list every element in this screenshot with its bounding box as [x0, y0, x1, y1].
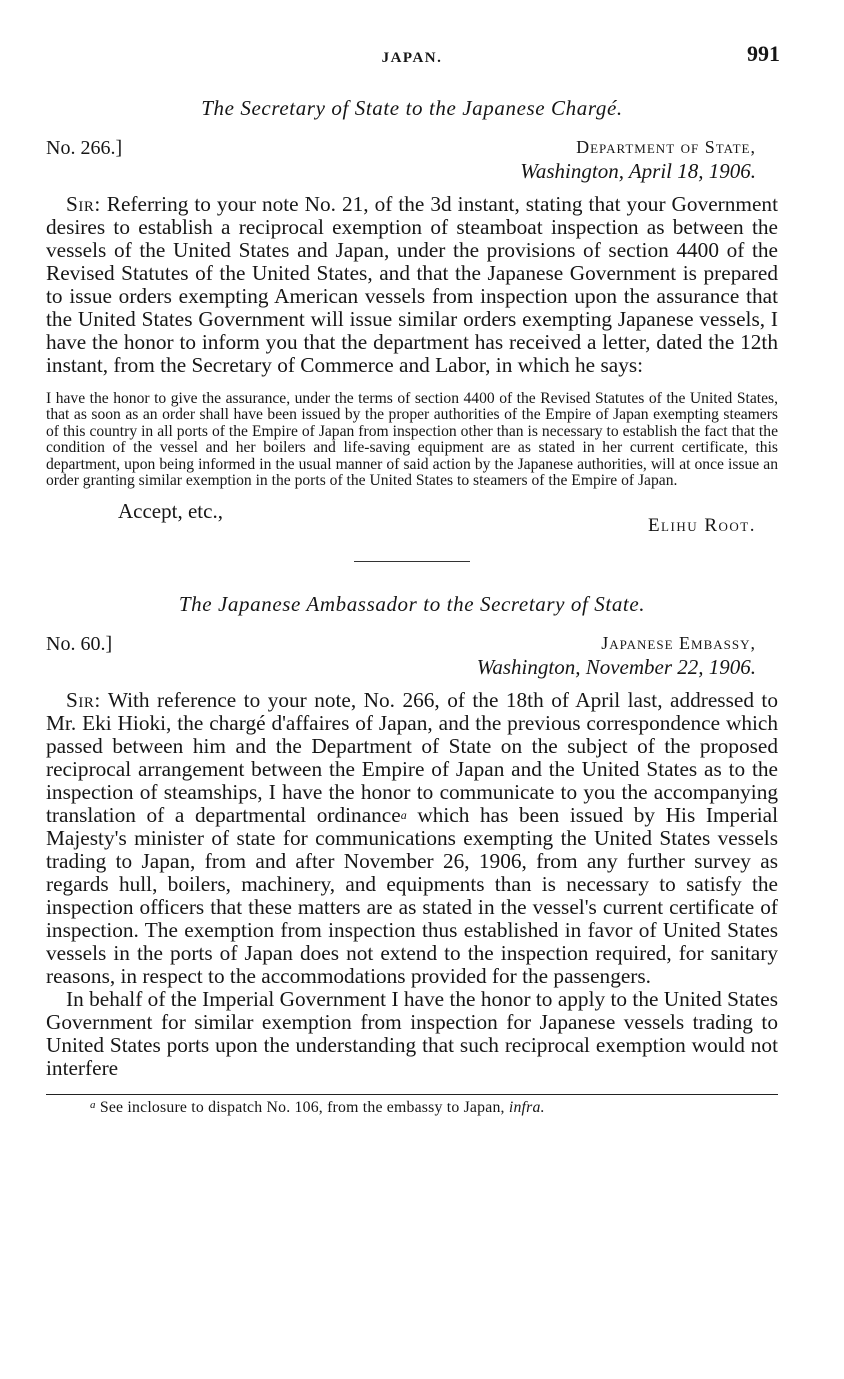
closing-block	[46, 499, 778, 543]
letter-body-paragraph: In behalf of the Imperial Government I have the honor to apply to the United States Government for similar exemption from inspection for Japanese vessels trading to United States ports upon the understanding that such reciprocal exemption would not interfere	[46, 987, 778, 1081]
complimentary-close: Accept, etc.,	[118, 499, 223, 524]
footnote-rule	[46, 1094, 778, 1095]
salutation: Sir:	[66, 192, 101, 216]
signature: Elihu Root.	[647, 515, 756, 537]
dispatch-header	[46, 633, 778, 689]
footnote	[46, 1099, 778, 1117]
salutation: Sir:	[66, 688, 101, 713]
quoted-extract: I have the honor to give the assurance, under the terms of section 4400 of the Revised Statutes of the United States, that as soon as an order shall have been issued by the proper authorities of the Empire of Japan exempting steamers of this country in all ports of the Empire of Japan from inspection other than is necessary to establish the fact that the condition of the vessel and her boilers and life-saving equipment are as stated in her current certificate, this department, upon being informed in the usual manner of said action by the Japanese authorities, will at once issue an order granting similar exemption in the ports of the United States to steamers of the Empire of Japan.	[46, 390, 778, 490]
document-page	[46, 38, 778, 1117]
letter-heading: The Secretary of State to the Japanese Chargé.	[201, 96, 623, 120]
running-head	[46, 38, 778, 74]
dispatch-place-date: Washington, November 22, 1906.	[476, 655, 756, 680]
dispatch-number: No. 266.]	[46, 137, 123, 159]
body-text: With reference to your note, No. 266, of the 18th of April last, addressed to Mr. Eki Hioki, the chargé d'affaires of Japan, and the previous correspondence which passed between him and the Department of State on the subject of the proposed reciprocal arrangement between the Empire of Japan and the United States as to the inspection of steamships, I have the honor to communicate to you the accompanying translation of a departmental ordinance	[46, 688, 778, 828]
footnote-mark: a	[90, 1099, 96, 1112]
letter-body	[46, 689, 778, 988]
footnote-reference[interactable]: a	[400, 808, 407, 823]
body-text: Referring to your note No. 21, of the 3d instant, stating that your Government desires to establish a reciprocal exemption of steamboat inspection as between the vessels of the United States and Japan, under the provisions of section 4400 of the Revised Statutes of the United States, and that the Japanese Government is prepared to issue orders exempting American vessels from inspection upon the assurance that the United States Government will issue similar orders exempting Japanese vessels, I have the honor to inform you that the department has received a letter, dated the 12th instant, from the Secretary of Commerce and Labor, in which he says:	[46, 192, 778, 377]
dispatch-header	[46, 137, 778, 193]
dispatch-origin: Japanese Embassy,	[601, 633, 756, 654]
letter-body	[46, 193, 778, 377]
footnote-infra: infra.	[508, 1099, 545, 1117]
dispatch-place-date: Washington, April 18, 1906.	[520, 159, 756, 183]
dispatch-origin: Department of State,	[576, 137, 756, 157]
section-divider	[354, 561, 470, 562]
running-title: JAPAN.	[381, 50, 443, 66]
body-text: which has been issued by His Imperial Majesty's minister of state for communications exempting the United States vessels trading to Japan, from and after November 26, 1906, from any further survey as regards hull, boilers, machinery, and equipments than is necessary to satisfy the inspection officers that these matters are as stated in the vessel's current certificate of inspection. The exemption from inspection thus established in favor of United States vessels in the ports of Japan does not extend to the inspection required, for sanitary reasons, in respect to the accommodations provided for the passengers.	[46, 803, 779, 989]
page-number: 991	[747, 41, 780, 66]
letter-heading: The Japanese Ambassador to the Secretary of State.	[178, 592, 646, 617]
footnote-text: See inclosure to dispatch No. 106, from the embassy to Japan,	[99, 1099, 505, 1117]
dispatch-number: No. 60.]	[46, 633, 113, 656]
